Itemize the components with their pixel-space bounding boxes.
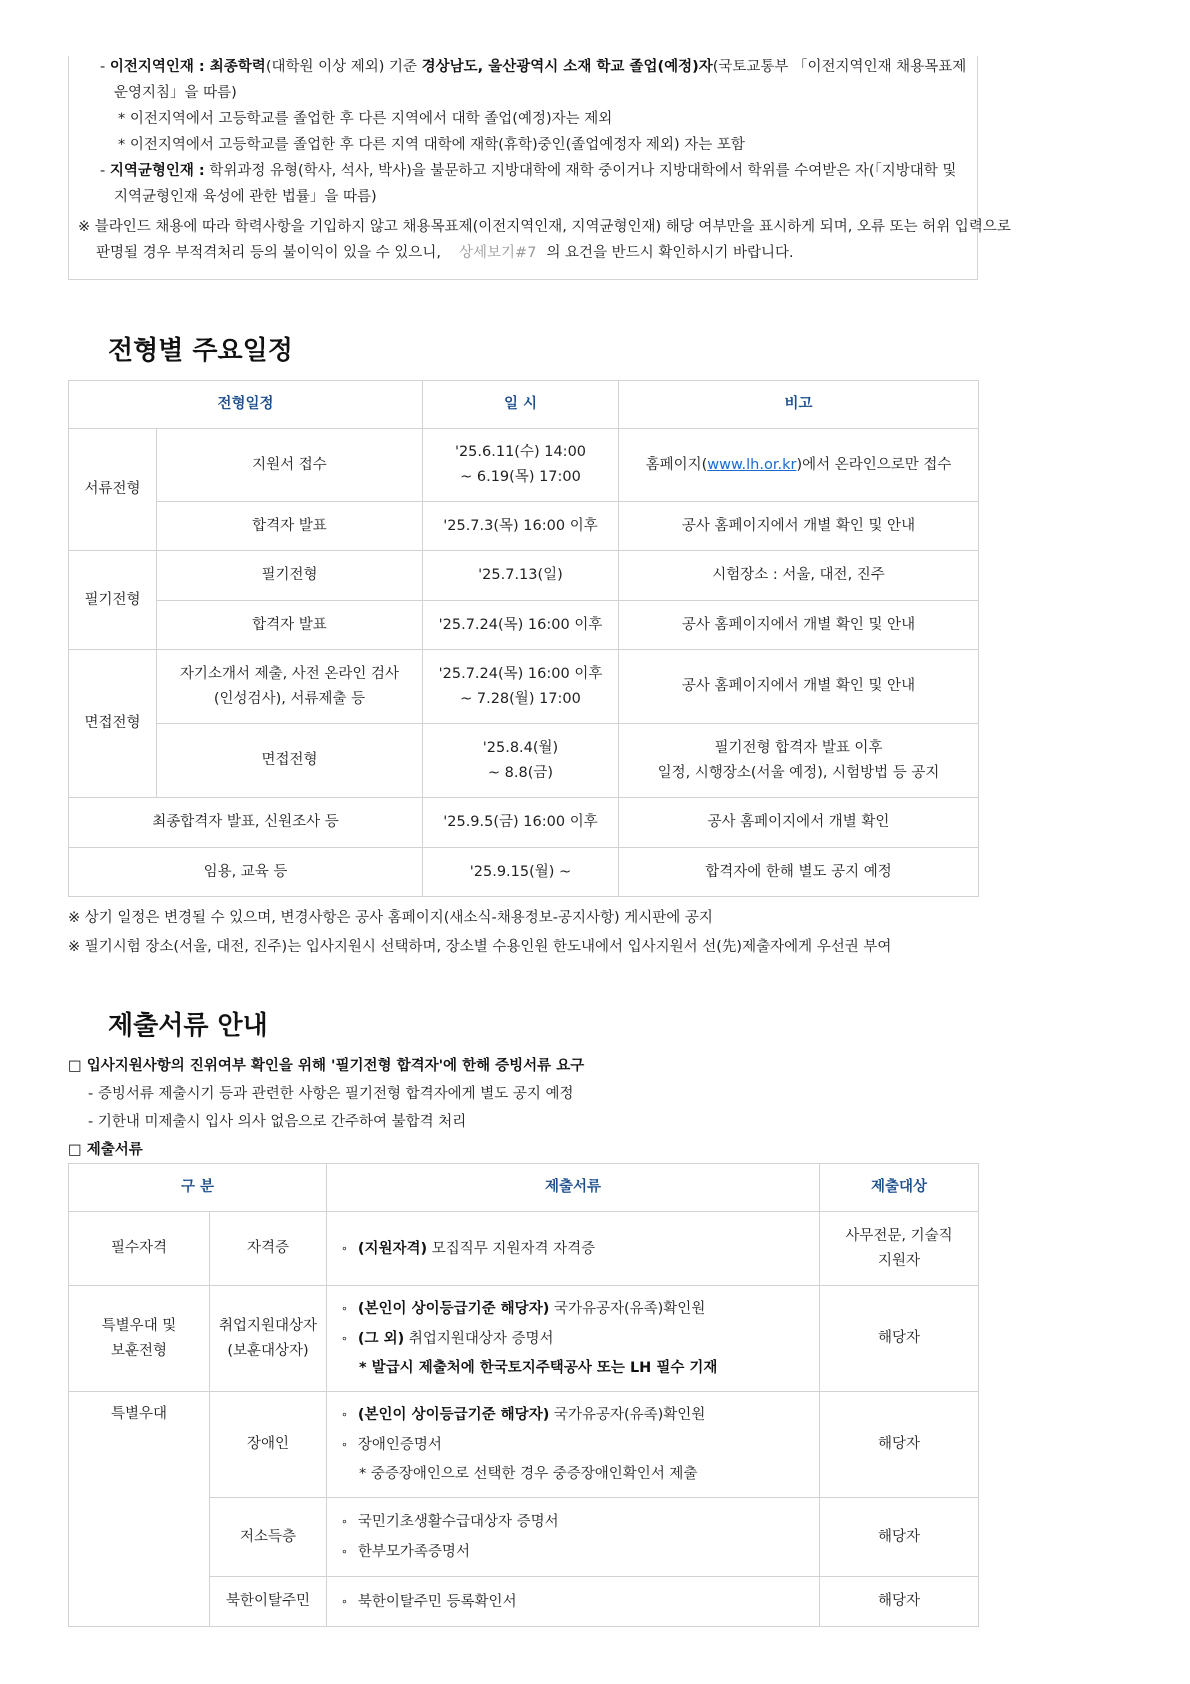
step-cell: 필기전형 [157,551,423,601]
documents-cell: ∘ (본인이 상이등급기준 해당자) 국가유공자(유족)확인원 ∘ (그 외) 취업지원대상자 증명서 * 발급시 제출처에 한국토지주택공사 또는 LH 필수 기재 [327,1286,820,1392]
schedule-title: 전형별 주요일정 [108,336,293,366]
note-cell: 공사 홈페이지에서 개별 확인 및 안내 [619,601,979,650]
blind-hiring-note: ※ 블라인드 채용에 따라 학력사항을 기입하지 않고 채용목표제(이전지역인재, 지역균형인재) 해당 여부만을 표시하게 되며, 오류 또는 허위 입력으로 [78,219,1011,235]
regional-talent-line: - 지역균형인재 : 학위과정 유형(학사, 석사, 박사)을 불문하고 지방대학에 재학 중이거나 지방대학에서 학위를 수여받은 자(「지방대학 및 [100,163,957,179]
target-cell: 해당자 [820,1392,979,1498]
table-row [69,798,979,848]
date-cell: '25.7.13(일) [423,551,619,601]
schedule-header-step: 전형일정 [69,381,423,429]
category-cell: 특별우대 및 보훈전형 [69,1286,210,1392]
relocation-exclusion-note: * 이전지역에서 고등학교를 졸업한 후 다른 지역에서 대학 졸업(예정)자는 제외 [118,111,613,127]
note-cell: 시험장소 : 서울, 대전, 진주 [619,551,979,601]
group-written: 필기전형 [69,551,157,650]
step-cell: 최종합격자 발표, 신원조사 등 [69,798,423,848]
documents-subtitle: □ 제출서류 [68,1142,143,1158]
note-cell: 공사 홈페이지에서 개별 확인 [619,798,979,848]
note-cell: 필기전형 합격자 발표 이후 일정, 시행장소(서울 예정), 시험방법 등 공지 [619,724,979,798]
schedule-header-date: 일 시 [423,381,619,429]
documents-dash-1: - 증빙서류 제출시기 등과 관련한 사항은 필기전형 합격자에게 별도 공지 예정 [88,1086,574,1102]
blind-hiring-note-2: 판명될 경우 부적격처리 등의 불이익이 있을 수 있으니, 상세보기#7 의 요건을 반드시 확인하시기 바랍니다. [96,245,794,261]
subcategory-cell: 북한이탈주민 [210,1577,327,1627]
docs-header-documents: 제출서류 [327,1164,820,1212]
docs-header-target: 제출대상 [820,1164,979,1212]
note-cell: 합격자에 한해 별도 공지 예정 [619,848,979,897]
documents-cell: ∘ (지원자격) 모집직무 지원자격 자격증 [327,1212,820,1286]
lh-homepage-link[interactable]: www.lh.or.kr [707,456,797,473]
target-cell: 해당자 [820,1498,979,1577]
subcategory-cell: 자격증 [210,1212,327,1286]
documents-table [68,1163,979,1627]
group-interview: 면접전형 [69,650,157,798]
subcategory-cell: 저소득층 [210,1498,327,1577]
documents-cell: ∘ 국민기초생활수급대상자 증명서 ∘ 한부모가족증명서 [327,1498,820,1577]
note-cell: 공사 홈페이지에서 개별 확인 및 안내 [619,650,979,724]
table-row [69,502,979,551]
step-cell: 면접전형 [157,724,423,798]
documents-title: 제출서류 안내 [108,1011,268,1041]
step-cell: 합격자 발표 [157,601,423,650]
date-cell: '25.9.15(월) ~ [423,848,619,897]
date-cell: '25.8.4(월) ~ 8.8(금) [423,724,619,798]
date-cell: '25.7.24(목) 16:00 이후 [423,601,619,650]
step-cell: 자기소개서 제출, 사전 온라인 검사 (인성검사), 서류제출 등 [157,650,423,724]
table-row [69,429,979,502]
relocation-talent-line-2: 운영지침」을 따름) [114,85,237,101]
relocation-talent-line: - 이전지역인재 : 최종학력(대학원 이상 제외) 기준 경상남도, 울산광역시 소재 학교 졸업(예정)자(국토교통부 「이전지역인재 채용목표제 [100,59,967,75]
step-cell: 지원서 접수 [157,429,423,502]
note-cell: 공사 홈페이지에서 개별 확인 및 안내 [619,502,979,551]
step-cell: 합격자 발표 [157,502,423,551]
step-cell: 임용, 교육 등 [69,848,423,897]
relocation-inclusion-note: * 이전지역에서 고등학교를 졸업한 후 다른 지역 대학에 재학(휴학)중인(졸업예정자 제외) 자는 포함 [118,137,745,153]
schedule-note-1: ※ 상기 일정은 변경될 수 있으며, 변경사항은 공사 홈페이지(새소식-채용정보-공지사항) 게시판에 공지 [68,910,713,926]
date-cell: '25.9.5(금) 16:00 이후 [423,798,619,848]
schedule-table [68,380,979,897]
table-row [69,551,979,601]
date-cell: '25.7.3(목) 16:00 이후 [423,502,619,551]
group-document: 서류전형 [69,429,157,551]
target-cell: 해당자 [820,1286,979,1392]
target-cell: 사무전문, 기술직 지원자 [820,1212,979,1286]
note-cell: 홈페이지(www.lh.or.kr)에서 온라인으로만 접수 [619,429,979,502]
table-row [69,650,979,724]
table-row [69,1392,979,1498]
schedule-header-note: 비고 [619,381,979,429]
target-cell: 해당자 [820,1577,979,1627]
docs-header-category: 구 분 [69,1164,327,1212]
schedule-note-2: ※ 필기시험 장소(서울, 대전, 진주)는 입사지원시 선택하며, 장소별 수용인원 한도내에서 입사지원서 선(先)제출자에게 우선권 부여 [68,939,892,955]
subcategory-cell: 취업지원대상자 (보훈대상자) [210,1286,327,1392]
documents-intro: □ 입사지원사항의 진위여부 확인을 위해 '필기전형 합격자'에 한해 증빙서류 요구 [68,1058,585,1074]
table-row [69,601,979,650]
subcategory-cell: 장애인 [210,1392,327,1498]
date-cell: '25.6.11(수) 14:00 ~ 6.19(목) 17:00 [423,429,619,502]
table-row [69,1286,979,1392]
table-row [69,1212,979,1286]
documents-cell: ∘ (본인이 상이등급기준 해당자) 국가유공자(유족)확인원 ∘ 장애인증명서 * 중증장애인으로 선택한 경우 중증장애인확인서 제출 [327,1392,820,1498]
documents-cell: ∘ 북한이탈주민 등록확인서 [327,1577,820,1627]
documents-dash-2: - 기한내 미제출시 입사 의사 없음으로 간주하여 불합격 처리 [88,1114,467,1130]
detail-link-7[interactable]: 상세보기#7 [459,245,537,261]
date-cell: '25.7.24(목) 16:00 이후 ~ 7.28(월) 17:00 [423,650,619,724]
table-row [69,724,979,798]
category-cell: 필수자격 [69,1212,210,1286]
regional-talent-line-2: 지역균형인재 육성에 관한 법률」을 따름) [114,189,377,205]
table-row [69,848,979,897]
category-cell: 특별우대 [69,1392,210,1627]
